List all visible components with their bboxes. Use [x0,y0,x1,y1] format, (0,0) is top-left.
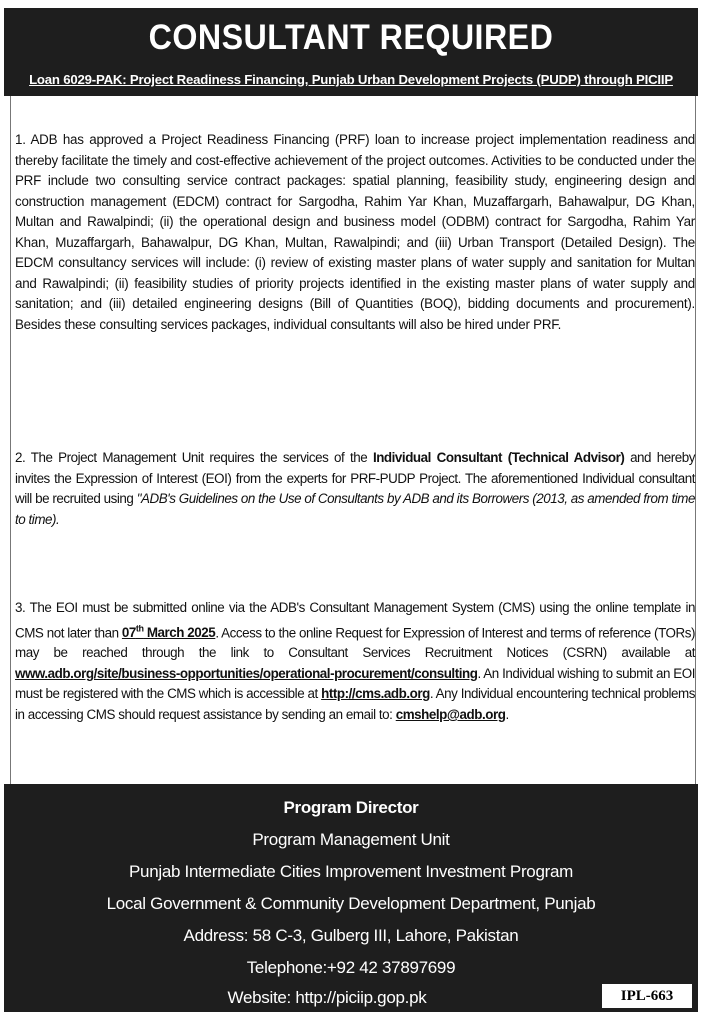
paragraph-3-text-3: . An Individual wishing to submit an EOI must be registered with the CMS which is accessible at [15,665,695,702]
paragraph-2-text-cont: and hereby invites the Expression of Interest (EOI) from the experts for PRF-PUDP Project. The aforementioned Individual consultant will be recruited using [15,450,695,506]
footer-department: Local Government & Community Development Department, Punjab [106,894,596,913]
cms-help-email[interactable]: cmshelp@adb.org [395,706,506,722]
page-title: CONSULTANT REQUIRED [148,18,554,57]
footer-program-name: Punjab Intermediate Cities Improvement Investment Program [129,862,573,881]
deadline-month-year: March 2025 [143,624,216,640]
footer-telephone: Telephone:+92 42 37897699 [246,958,456,977]
footer-address: Address: 58 C-3, Gulberg III, Lahore, Pakistan [183,926,519,945]
deadline-day: 07 [121,624,136,640]
footer-pmu: Program Management Unit [252,830,450,849]
cms-link[interactable]: http://cms.adb.org [321,686,430,702]
notice-body [10,96,696,784]
consultant-position: Individual Consultant (Technical Advisor) [372,450,625,465]
paragraph-3-text-4: . Any Individual encountering technical problems in accessing CMS should request assistance by sending an email to: [15,686,695,722]
paragraph-3-text: 3. The EOI must be submitted online via the ADB's Consultant Management System (CMS) using the online template in CMS not later than [15,600,695,640]
paragraph-3-end: . [505,706,509,722]
paragraph-3-text-2: . Access to the online Request for Expression of Interest and terms of reference (TORs) may be reached through the link to Consultant Services Recruitment Notices (CSRN) available at [15,624,695,661]
footer-program-director: Program Director [283,798,419,817]
adb-guidelines: "ADB's Guidelines on the Use of Consultants by ADB and its Borrowers (2013, as amended from time to time). [15,491,695,527]
deadline-suffix: th [135,623,144,634]
header-banner [4,8,698,96]
loan-subtitle: Loan 6029-PAK: Project Readiness Financing, Punjab Urban Development Projects (PUDP) through PICIIP [29,72,673,87]
adb-consulting-link[interactable]: www.adb.org/site/business-opportunities/operational-procurement/consulting [15,665,478,681]
reference-code: IPL-663 [602,984,692,1008]
paragraph-2 [15,448,695,530]
contact-footer [4,784,698,1012]
footer-website[interactable]: Website: http://piciip.gop.pk [227,988,427,1007]
paragraph-2-text: 2. The Project Management Unit requires the services of the [15,450,373,465]
advertisement [4,8,698,1012]
paragraph-3 [15,598,695,725]
paragraph-1: 1. ADB has approved a Project Readiness Financing (PRF) loan to increase project implementation readiness and thereby facilitate the timely and cost-effective achievement of the project outcomes. Activities to be conducted under the PRF include two consulting service contract packages: spatial planning, feasibility study, engineering design and construction management (EDCM) contract for Sargodha, Rahim Yar Khan, Muzaffargarh, Bahawalpur, DG Khan, Multan and Rawalpindi; (ii) the operational design and business model (ODBM) contract for Sargodha, Rahim Yar Khan, Muzaffargarh, Bahawalpur, DG Khan, Multan, Rawalpindi; and (iii) Urban Transport (Detailed Design). The EDCM consultancy services will include: (i) review of existing master plans of water supply and sanitation for Multan and Rawalpindi; (ii) feasibility studies of priority projects identified in the existing master plans of water supply and sanitation; and (iii) detailed engineering designs (Bill of Quantities (BOQ), bidding documents and procurement). Besides these consulting services packages, individual consultants will also be hired under PRF. [15,132,695,332]
deadline-date [122,625,215,640]
